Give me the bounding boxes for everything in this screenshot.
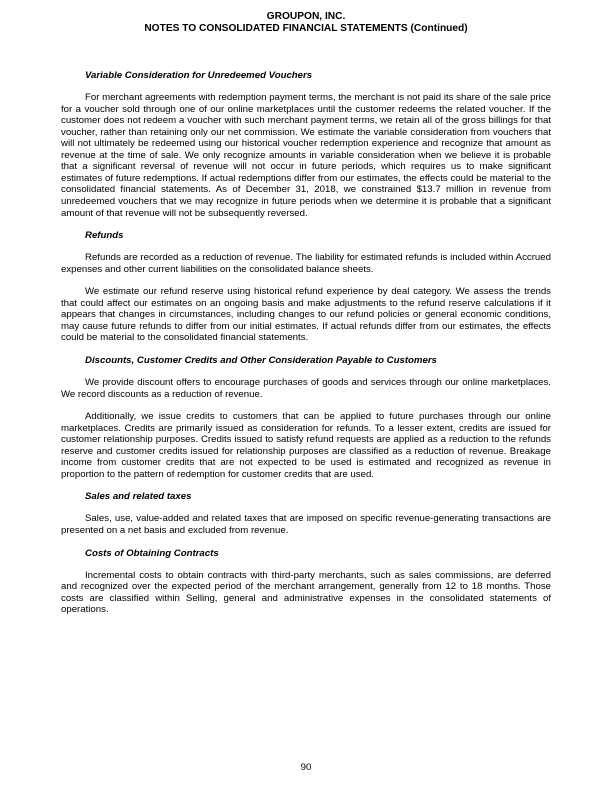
paragraph: For merchant agreements with redemption payment terms, the merchant is not paid its share of the sale price for a voucher sold through one of our online marketplaces until the customer redeems the related voucher. If the customer does not redeem a voucher with such merchant payment terms, we retain all of the gross billings for that voucher, rather than retaining only our net commission. We estimate the variable consideration from vouchers that will not ultimately be redeemed using our historical voucher redemption experience and recognize that amount as revenue at the time of sale. We only recognize amounts in variable consideration when we believe it is probable that a significant reversal of revenue will not occur in future periods, which requires us to make significant estimates of future redemptions. If actual redemptions differ from our estimates, the effects could be material to the consolidated financial statements. As of December 31, 2018, we constrained $13.7 million in revenue from unredeemed vouchers that we may recognize in future periods when we determine it is probable that a significant amount of that revenue will not be subsequently reversed.	[61, 92, 551, 219]
section-heading: Refunds	[85, 230, 124, 242]
section-costs-contracts	[61, 548, 551, 616]
section-sales-taxes	[61, 491, 551, 547]
section-heading: Costs of Obtaining Contracts	[85, 547, 219, 559]
section-heading: Sales and related taxes	[85, 491, 192, 503]
document-title: NOTES TO CONSOLIDATED FINANCIAL STATEMENTS (Continued)	[144, 23, 468, 34]
paragraph: Sales, use, value-added and related taxes that are imposed on specific revenue-generating transactions are presented on a net basis and excluded from revenue.	[61, 513, 551, 536]
page-number: 90	[300, 762, 312, 773]
paragraph: We estimate our refund reserve using historical refund experience by deal category. We assess the trends that could affect our estimates on an ongoing basis and make adjustments to the refund reserve calculations if it appears that changes in circumstances, including changes to our refund policies or general economic conditions, may cause future refunds to differ from our initial estimates. If actual refunds differ from our estimates, the effects could be material to the consolidated financial statements.	[61, 286, 551, 344]
section-discounts-credits	[61, 355, 551, 491]
section-refunds	[61, 230, 551, 355]
section-heading: Variable Consideration for Unredeemed Vouchers	[85, 70, 313, 81]
document-body	[61, 70, 551, 616]
company-name: GROUPON, INC.	[266, 11, 346, 22]
paragraph: Incremental costs to obtain contracts with third-party merchants, such as sales commissions, are deferred and recognized over the expected period of the merchant arrangement, generally from 12 to 18 months. Those costs are classified within Selling, general and administrative expenses in the consolidated statements of operations.	[61, 569, 551, 616]
page-header	[0, 11, 612, 35]
paragraph: Refunds are recorded as a reduction of revenue. The liability for estimated refunds is included within Accrued expenses and other current liabilities on the consolidated balance sheets.	[61, 252, 551, 275]
paragraph: Additionally, we issue credits to customers that can be applied to future purchases through our online marketplaces. Credits are primarily issued as consideration for refunds. To a lesser extent, credits are issued for customer relationship purposes. Credits issued to satisfy refund requests are applied as a reduction to the refunds reserve and customer credits issued for relationship purposes are classified as a reduction of revenue. Breakage income from customer credits that are not expected to be used is estimated and recognized as revenue in proportion to the pattern of redemption for customer credits that are used.	[61, 411, 551, 480]
section-heading: Discounts, Customer Credits and Other Consideration Payable to Customers	[85, 354, 437, 366]
paragraph: We provide discount offers to encourage purchases of goods and services through our online marketplaces. We record discounts as a reduction of revenue.	[61, 376, 551, 400]
section-variable-consideration	[61, 70, 551, 230]
